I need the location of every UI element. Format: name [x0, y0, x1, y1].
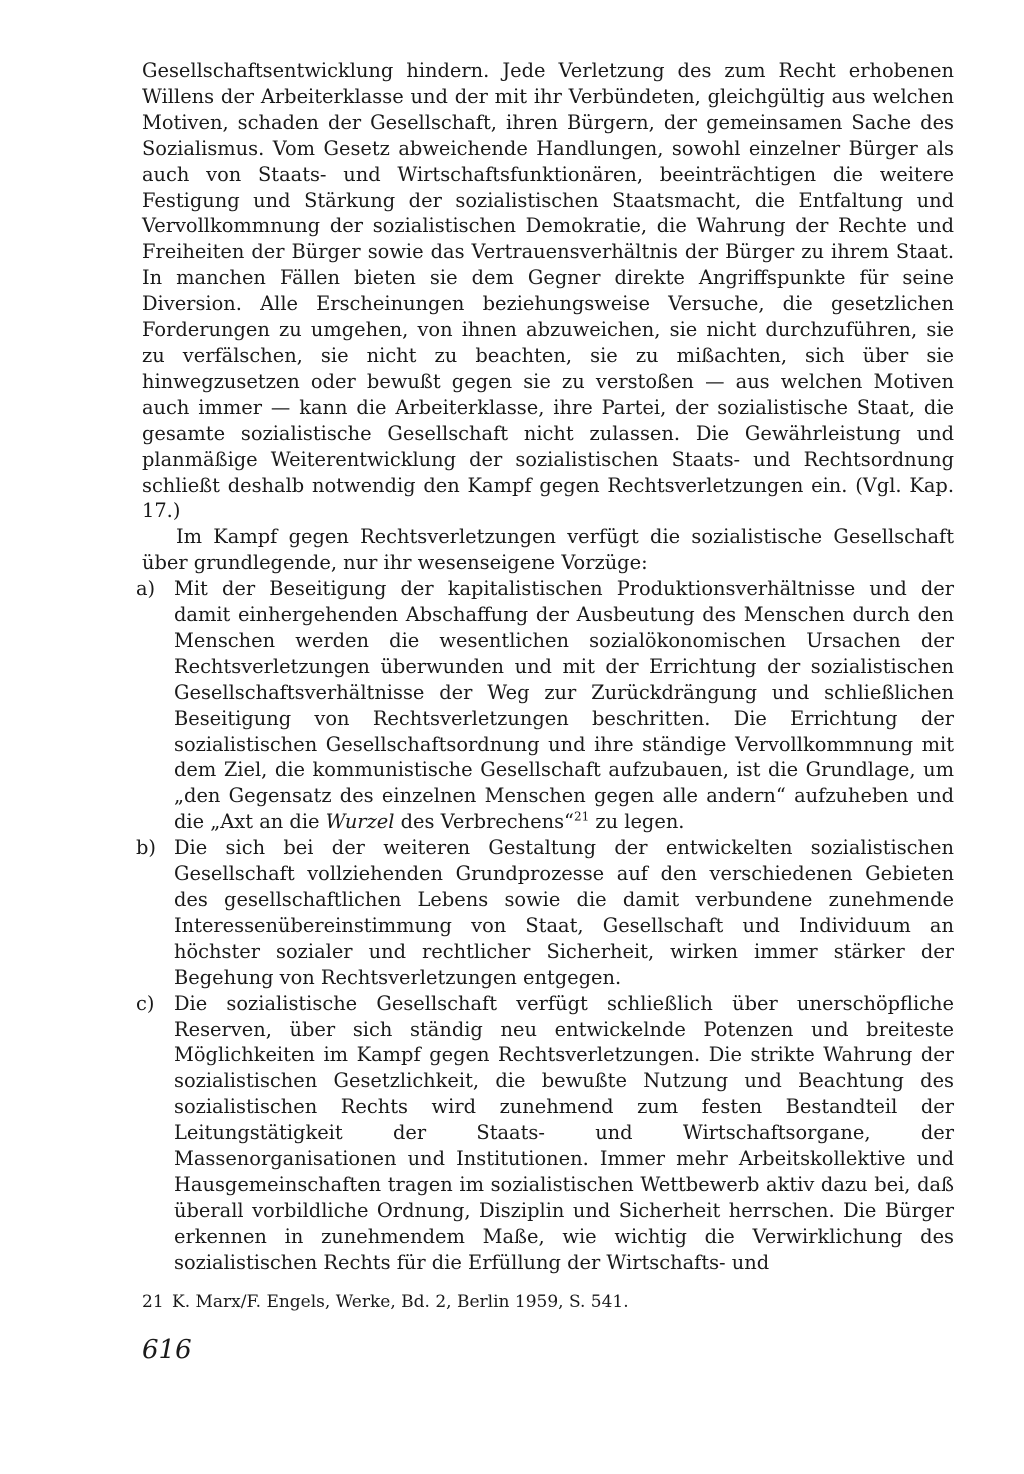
list-text-c: Die sozialistische Gesellschaft verfügt schließlich über unerschöpfliche Reserven, über sich ständig neu entwickelnde Potenzen und breiteste Möglichkeiten im Kampf gegen Rechtsverletzungen. Die strikte Wahrung der sozialistischen Gesetzlichkeit, die bewußte Nutzung und Beachtung des sozialistischen Rechts wird zunehmend zum festen Bestandteil der Leitungstätigkeit der Staats- und Wirtschaftsorgane, der Massenorganisationen und Institutionen. Immer mehr Arbeitskollektive und Hausgemeinschaften tragen im sozialistischen Wettbewerb aktiv dazu bei, daß überall vorbildliche Ordnung, Disziplin und Sicherheit herrschen. Die Bürger erkennen in zunehmendem Maße, wie wichtig die Verwirklichung des sozialistischen Rechts für die Erfüllung der Wirtschafts- und: [174, 991, 954, 1274]
list-text-a-mid: des Verbrechens“: [394, 810, 574, 834]
footnote-text: K. Marx/F. Engels, Werke, Bd. 2, Berlin 1959, S. 541.: [172, 1292, 629, 1312]
footnote-number: 21: [142, 1292, 164, 1312]
list-text-a: [174, 577, 954, 833]
list-text-a-start: Mit der Beseitigung der kapitalistischen Produktionsverhältnisse und der damit einhergehenden Abschaffung der Ausbeutung des Menschen durch den Menschen werden die wesentlichen sozialökonomischen Ursachen der Rechtsverletzungen überwunden und mit der Errichtung der sozialistischen Gesellschaftsverhältnisse der Weg zur Zurückdrängung und schließlichen Beseitigung von Rechtsverletzungen beschritten. Die Errichtung der sozialistischen Gesellschaftsordnung und ihre ständige Vervollkommnung mit dem Ziel, die kommunistische Gesellschaft aufzubauen, ist die Grundlage, um „den Gegensatz des einzelnen Menschen gegen alle andern“ aufzuheben und die „Axt an die: [174, 577, 954, 834]
footnote: [142, 1290, 954, 1314]
list-marker-b: b): [136, 836, 156, 860]
list-marker-a: a): [136, 577, 156, 601]
footnote-reference[interactable]: 21: [573, 809, 590, 824]
list-item-b: [136, 835, 954, 990]
list-item-c: [136, 991, 954, 1276]
body-text: [136, 58, 954, 1276]
list-item-a: [136, 576, 954, 835]
list-marker-c: c): [136, 991, 155, 1015]
list-text-b: Die sich bei der weiteren Gestaltung der entwickelten sozialistischen Gesellschaft vollziehenden Grundprozesse auf den verschiedenen Gebieten des gesellschaftlichen Lebens sowie die damit verbundene zunehmende Interessenübereinstimmung von Staat, Gesellschaft und Individuum an höchster sozialer und rechtlicher Sicherheit, wirken immer stärker der Begehung von Rechtsverletzungen entgegen.: [174, 836, 954, 989]
page-number: 616: [142, 1335, 192, 1365]
paragraph-2: Im Kampf gegen Rechtsverletzungen verfügt die sozialistische Gesellschaft über grundlegende, nur ihr wesenseigene Vorzüge:: [142, 525, 954, 575]
list-text-a-end: zu legen.: [589, 810, 685, 834]
paragraph-1: Gesellschaftsentwicklung hindern. Jede Verletzung des zum Recht erhobenen Willens der Arbeiterklasse und der mit ihr Verbündeten, gleichgültig aus welchen Motiven, schaden der Gesellschaft, ihren Bürgern, der gemeinsamen Sache des Sozialismus. Vom Gesetz abweichende Handlungen, sowohl einzelner Bürger als auch von Staats- und Wirtschaftsfunktionären, beeinträchtigen die weitere Festigung und Stärkung der sozialistischen Staatsmacht, die Entfaltung und Vervollkommnung der sozialistischen Demokratie, die Wahrung der Rechte und Freiheiten der Bürger sowie das Vertrauensverhältnis der Bürger zu ihrem Staat. In manchen Fällen bieten sie dem Gegner direkte Angriffspunkte für seine Diversion. Alle Erscheinungen beziehungsweise Versuche, die gesetzlichen Forderungen zu umgehen, von ihnen abzuweichen, sie nicht durchzuführen, sie zu verfälschen, sie nicht zu beachten, sie zu mißachten, sich über sie hinwegzusetzen oder bewußt gegen sie zu verstoßen — aus welchen Motiven auch immer — kann die Arbeiterklasse, ihre Partei, der sozialistische Staat, die gesamte sozialistische Gesellschaft nicht zulassen. Die Gewährleistung und planmäßige Weiterentwicklung der sozialistischen Staats- und Rechtsordnung schließt deshalb notwendig den Kampf gegen Rechtsverletzungen ein. (Vgl. Kap. 17.): [142, 59, 954, 523]
list-text-a-italic: Wurzel: [325, 810, 395, 834]
